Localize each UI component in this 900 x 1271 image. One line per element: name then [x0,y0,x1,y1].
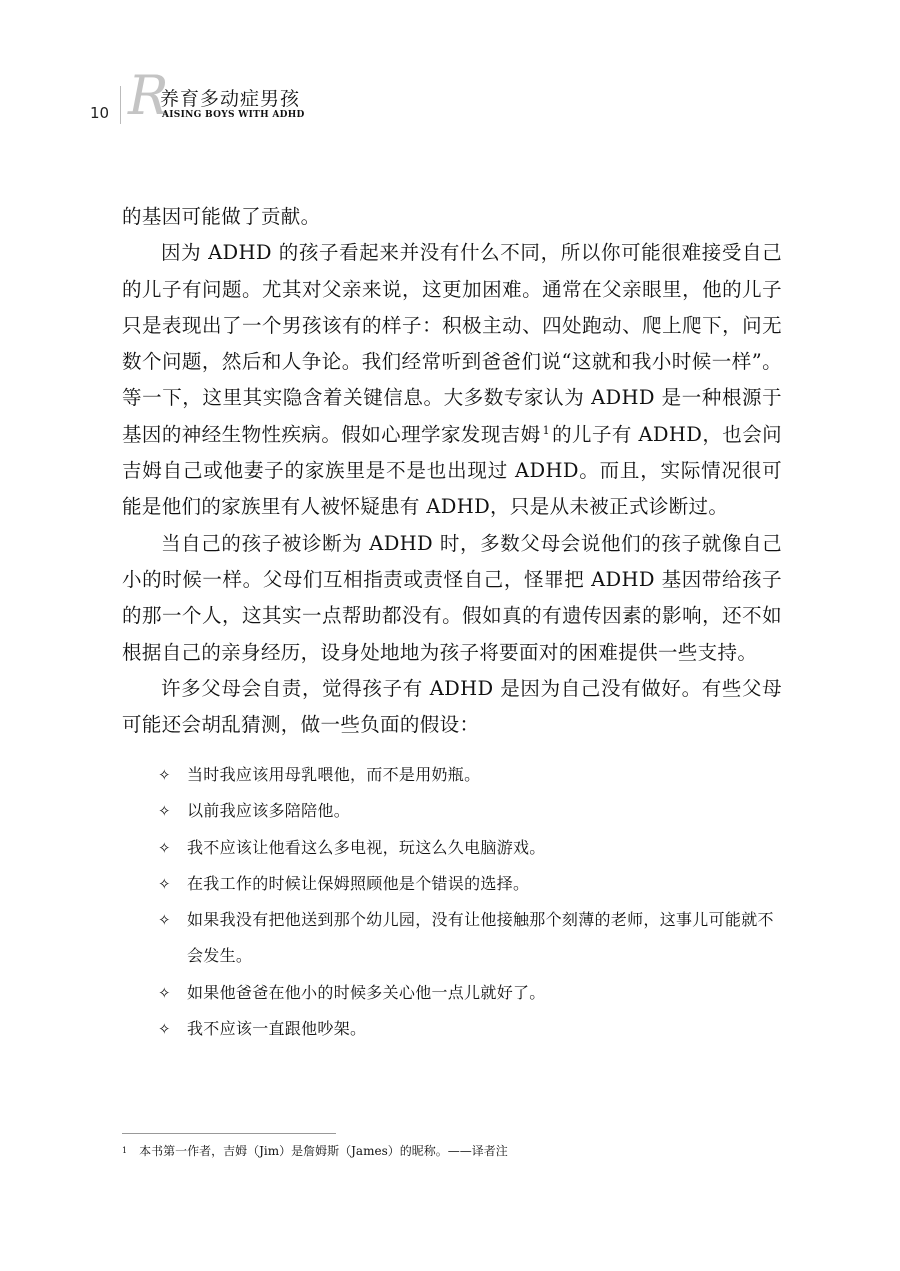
list-item-text: 在我工作的时候让保姆照顾他是个错误的选择。 [187,873,530,893]
footnote-divider [122,1133,336,1134]
list-item [158,902,784,975]
list-item-text: 如果我没有把他送到那个幼儿园，没有让他接触那个刻薄的老师，这事儿可能就不会发生。 [187,910,774,966]
page-number: 10 [90,104,110,122]
bullet-star-icon: ✧ [158,1020,171,1039]
list-item-text: 当时我应该用母乳喂他，而不是用奶瓶。 [187,765,481,784]
bullet-star-icon: ✧ [158,911,171,930]
paragraph-1: 的基因可能做了贡献。 [122,205,321,228]
paragraph-2 [122,235,782,525]
list-item-text: 我不应该一直跟他吵架。 [187,1019,367,1039]
list-item [158,1011,784,1047]
paragraph-2-text: 因为 ADHD 的孩子看起来并没有什么不同，所以你可能很难接受自己的儿子有问题。尤其对父亲来说，这更加困难。通常在父亲眼里，他的儿子只是表现出了一个男孩该有的样子：积极主动、四处跑动、爬上爬下，问无数个问题，然后和人争论。我们经常听到爸爸们说“这就和我小时候一样”。等一下，这里其实隐含着关键信息。大多数专家认为 ADHD 是一种根源于基因的神经生物性疾病。假如心理学家发现吉姆 [122,241,782,446]
list-item-text: 如果他爸爸在他小的时候多关心他一点儿就好了。 [187,982,546,1002]
list-item [158,975,784,1011]
body-text [122,199,782,743]
list-item [158,793,784,829]
bullet-star-icon: ✧ [158,874,171,893]
bullet-star-icon: ✧ [158,838,171,857]
footnote [122,1142,782,1160]
page-header [0,0,900,140]
list-item [158,757,784,793]
bullet-star-icon: ✧ [158,766,171,784]
list-item [158,866,784,902]
paragraph-4: 许多父母会自责，觉得孩子有 ADHD 是因为自己没有做好。有些父母可能还会胡乱猜测，做一些负面的假设： [122,676,782,737]
paragraph-2-tail: 的儿子有 ADHD，也会问吉姆自己或他妻子的家族里是不是也出现过 ADHD。而且，实际情况很可能是他们的家族里有人被怀疑患有 ADHD，只是从未被正式诊断过。 [122,422,782,519]
bullet-list [158,757,784,1047]
bullet-star-icon: ✧ [158,983,171,1002]
list-item-text: 我不应该让他看这么多电视，玩这么久电脑游戏。 [187,837,546,857]
book-title: 养育多动症男孩 [160,88,301,110]
bullet-star-icon: ✧ [158,802,171,821]
book-subtitle: AISING BOYS WITH ADHD [162,110,305,120]
paragraph-3: 当自己的孩子被诊断为 ADHD 时，多数父母会说他们的孩子就像自己小的时候一样。父母们互相指责或责怪自己，怪罪把 ADHD 基因带给孩子的那一个人，这其实一点帮助都没有。假如真的有遗传因素的影响，还不如根据自己的亲身经历，设身处地地为孩子将要面对的困难提供一些支持。 [122,531,782,664]
book-logo-letter: R [128,64,169,127]
header-divider [120,86,121,124]
list-item-text: 以前我应该多陪陪他。 [187,801,351,821]
footnote-reference: 1 [542,423,551,437]
footnote-number: 1 [122,1146,128,1155]
footnote-text: 本书第一作者，吉姆（Jim）是詹姆斯（James）的昵称。——译者注 [139,1144,508,1158]
list-item [158,830,784,866]
